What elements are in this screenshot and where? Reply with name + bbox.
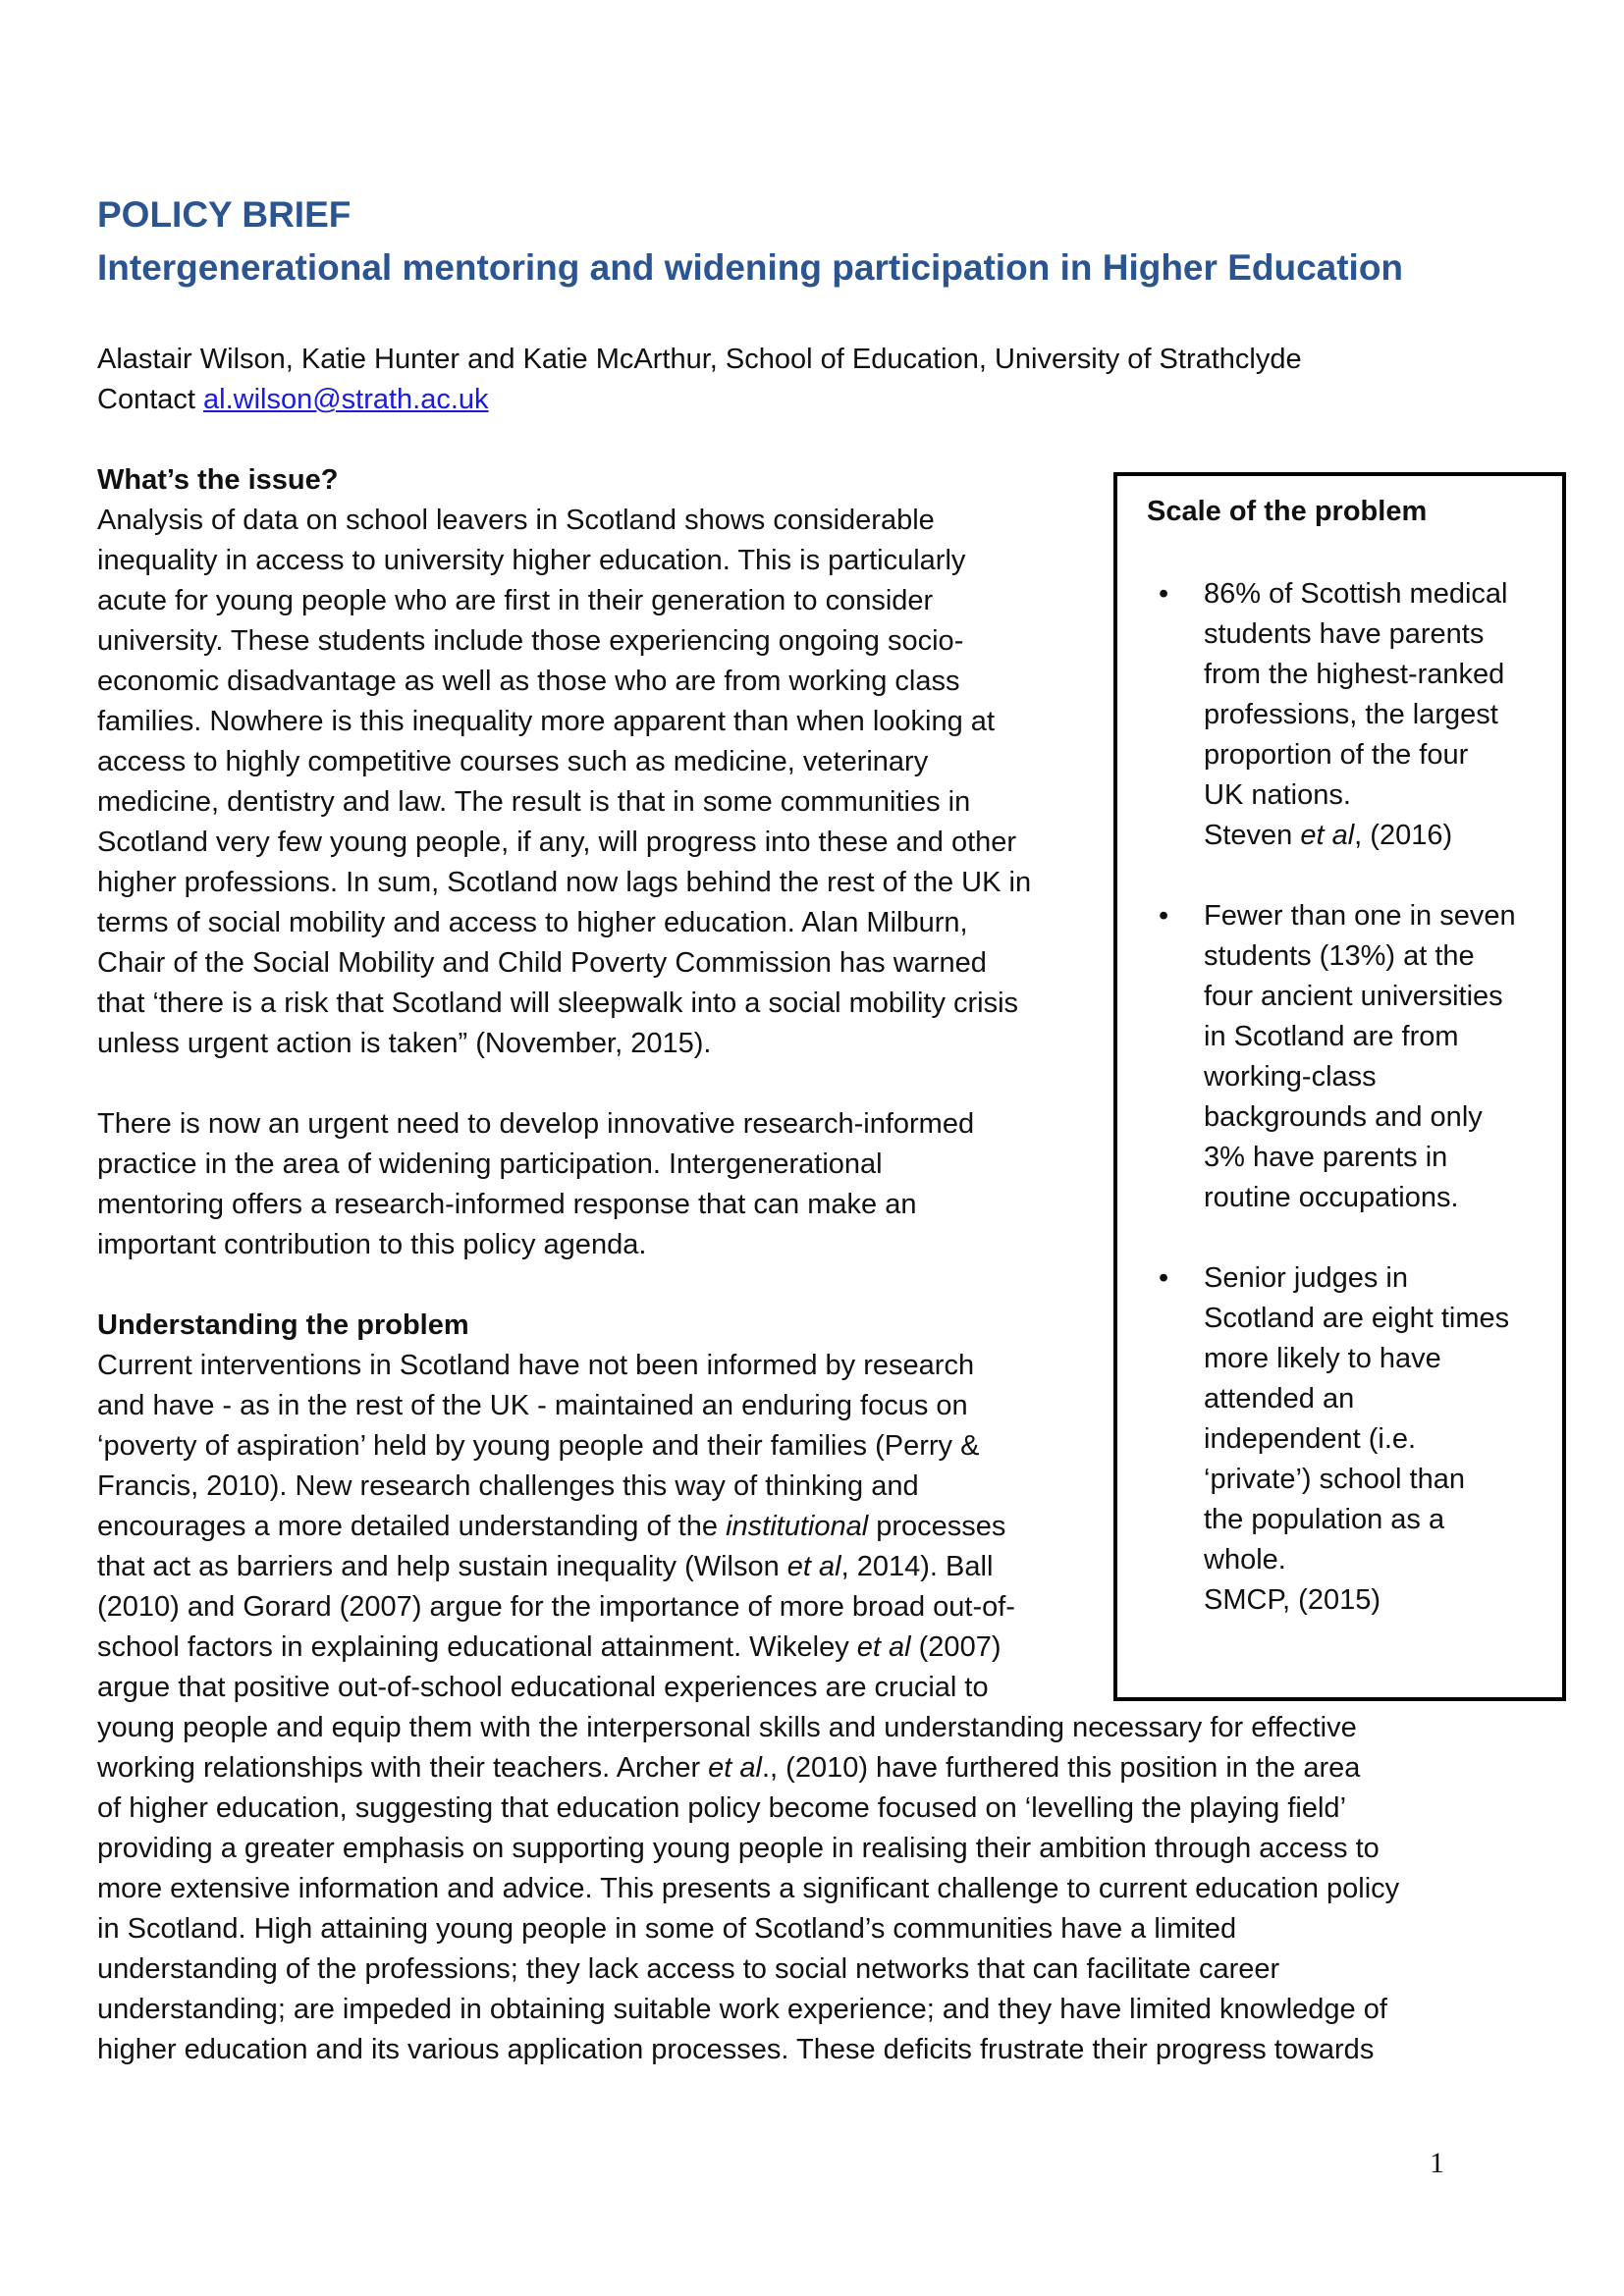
- citation: Steven et al, (2016): [1204, 820, 1453, 851]
- scale-of-problem-box: [1113, 472, 1566, 1701]
- list-item-line: students have parents: [1204, 618, 1485, 650]
- sidebox-title: Scale of the problem: [1147, 496, 1428, 527]
- citation: SMCP, (2015): [1204, 1584, 1380, 1616]
- paragraph-line: ‘poverty of aspiration’ held by young people and their families (Perry &: [97, 1430, 980, 1462]
- emphasis: et al: [708, 1752, 762, 1784]
- paragraph-line: Francis, 2010). New research challenges this way of thinking and: [97, 1470, 919, 1502]
- list-item-line: working-class: [1204, 1061, 1377, 1093]
- paragraph-line: There is now an urgent need to develop innovative research-informed: [97, 1108, 975, 1140]
- list-item-line: whole.: [1204, 1544, 1286, 1575]
- paragraph-line: of higher education, suggesting that education policy become focused on ‘levelling the playing field’: [97, 1792, 1347, 1824]
- paragraph-line: understanding of the professions; they lack access to social networks that can facilitate career: [97, 1953, 1280, 1985]
- list-item-line: independent (i.e.: [1204, 1423, 1417, 1455]
- bullet-icon: •: [1159, 1262, 1169, 1294]
- paragraph-line: unless urgent action is taken” (November, 2015).: [97, 1028, 712, 1059]
- paragraph-line: terms of social mobility and access to higher education. Alan Milburn,: [97, 907, 968, 938]
- list-item-line: backgrounds and only: [1204, 1101, 1483, 1133]
- paragraph-line: and have - as in the rest of the UK - maintained an enduring focus on: [97, 1390, 968, 1421]
- paragraph-line: Current interventions in Scotland have not been informed by research: [97, 1350, 975, 1381]
- list-item-line: ‘private’) school than: [1204, 1464, 1465, 1495]
- bullet-icon: •: [1159, 578, 1169, 610]
- list-item-line: from the highest-ranked: [1204, 659, 1505, 690]
- paragraph-line: working relationships with their teachers. Archer et al., (2010) have furthered this position in the area: [97, 1752, 1361, 1784]
- emphasis: et al: [856, 1631, 911, 1663]
- list-item-line: Fewer than one in seven: [1204, 900, 1516, 932]
- paragraph-line: Scotland very few young people, if any, will progress into these and other: [97, 827, 1017, 858]
- list-item: [1117, 574, 1562, 856]
- paragraph-line: that act as barriers and help sustain inequality (Wilson et al, 2014). Ball: [97, 1551, 994, 1582]
- paragraph-line: more extensive information and advice. This presents a significant challenge to current education policy: [97, 1873, 1400, 1904]
- paragraph-line: families. Nowhere is this inequality more apparent than when looking at: [97, 706, 995, 737]
- paragraph-line: mentoring offers a research-informed response that can make an: [97, 1189, 917, 1220]
- list-item-line: in Scotland are from: [1204, 1021, 1459, 1052]
- paragraph-line: Chair of the Social Mobility and Child Poverty Commission has warned: [97, 947, 987, 979]
- paragraph-line: inequality in access to university higher education. This is particularly: [97, 545, 966, 576]
- contact-label: Contact: [97, 384, 203, 415]
- list-item-line: students (13%) at the: [1204, 940, 1475, 972]
- list-item-line: Senior judges in: [1204, 1262, 1408, 1294]
- paragraph-line: practice in the area of widening participation. Intergenerational: [97, 1148, 883, 1180]
- list-item-line: 86% of Scottish medical: [1204, 578, 1508, 610]
- list-item-line: proportion of the four: [1204, 739, 1469, 771]
- paragraph-line: providing a greater emphasis on supporting young people in realising their ambition through access to: [97, 1833, 1380, 1864]
- paragraph-line: (2010) and Gorard (2007) argue for the importance of more broad out-of-: [97, 1591, 1015, 1623]
- paragraph-line: higher professions. In sum, Scotland now lags behind the rest of the UK in: [97, 867, 1032, 898]
- contact-email-link[interactable]: al.wilson@strath.ac.uk: [203, 384, 489, 415]
- list-item-line: four ancient universities: [1204, 981, 1503, 1012]
- brief-label: POLICY BRIEF: [97, 194, 352, 235]
- paragraph-line: economic disadvantage as well as those who are from working class: [97, 666, 960, 697]
- paragraph-line: in Scotland. High attaining young people in some of Scotland’s communities have a limited: [97, 1913, 1237, 1945]
- list-item-line: routine occupations.: [1204, 1182, 1459, 1213]
- paragraph-line: medicine, dentistry and law. The result is that in some communities in: [97, 786, 971, 818]
- list-item-line: more likely to have: [1204, 1343, 1441, 1374]
- paragraph-line: acute for young people who are first in their generation to consider: [97, 585, 934, 616]
- list-item-line: UK nations.: [1204, 779, 1351, 811]
- page-title: Intergenerational mentoring and widening participation in Higher Education: [97, 247, 1404, 288]
- bullet-icon: •: [1159, 900, 1169, 932]
- sidebox-list: [1117, 574, 1562, 1661]
- list-item-line: professions, the largest: [1204, 699, 1498, 730]
- paragraph-line: higher education and its various application processes. These deficits frustrate their progress towards: [97, 2034, 1375, 2065]
- list-item: [1117, 1258, 1562, 1621]
- emphasis: et al: [786, 1551, 841, 1582]
- page-number: 1: [1430, 2147, 1444, 2179]
- paragraph-line: encourages a more detailed understanding of the institutional processes: [97, 1511, 1006, 1542]
- list-item-line: attended an: [1204, 1383, 1355, 1415]
- paragraph-line: argue that positive out-of-school educational experiences are crucial to: [97, 1672, 989, 1703]
- contact-line: [97, 380, 489, 420]
- list-item-line: the population as a: [1204, 1504, 1445, 1535]
- paragraph-line: young people and equip them with the interpersonal skills and understanding necessary for effective: [97, 1712, 1357, 1743]
- paragraph-line: understanding; are impeded in obtaining suitable work experience; and they have limited knowledge of: [97, 1994, 1387, 2025]
- paragraph-line: that ‘there is a risk that Scotland will sleepwalk into a social mobility crisis: [97, 988, 1019, 1019]
- paragraph-line: access to highly competitive courses such as medicine, veterinary: [97, 746, 929, 777]
- paragraph-line: school factors in explaining educational attainment. Wikeley et al (2007): [97, 1631, 1001, 1663]
- emphasis: institutional: [726, 1511, 869, 1542]
- section-heading-issue: What’s the issue?: [97, 464, 339, 496]
- list-item: [1117, 896, 1562, 1218]
- list-item-line: Scotland are eight times: [1204, 1303, 1510, 1334]
- paragraph-line: university. These students include those experiencing ongoing socio-: [97, 625, 964, 657]
- paragraph-line: important contribution to this policy agenda.: [97, 1229, 647, 1260]
- emphasis: et al: [1300, 820, 1355, 851]
- section-heading-understanding: Understanding the problem: [97, 1309, 469, 1341]
- author-line: Alastair Wilson, Katie Hunter and Katie McArthur, School of Education, University of Strathclyde: [97, 344, 1302, 375]
- list-item-line: 3% have parents in: [1204, 1142, 1448, 1173]
- paragraph-line: Analysis of data on school leavers in Scotland shows considerable: [97, 505, 935, 536]
